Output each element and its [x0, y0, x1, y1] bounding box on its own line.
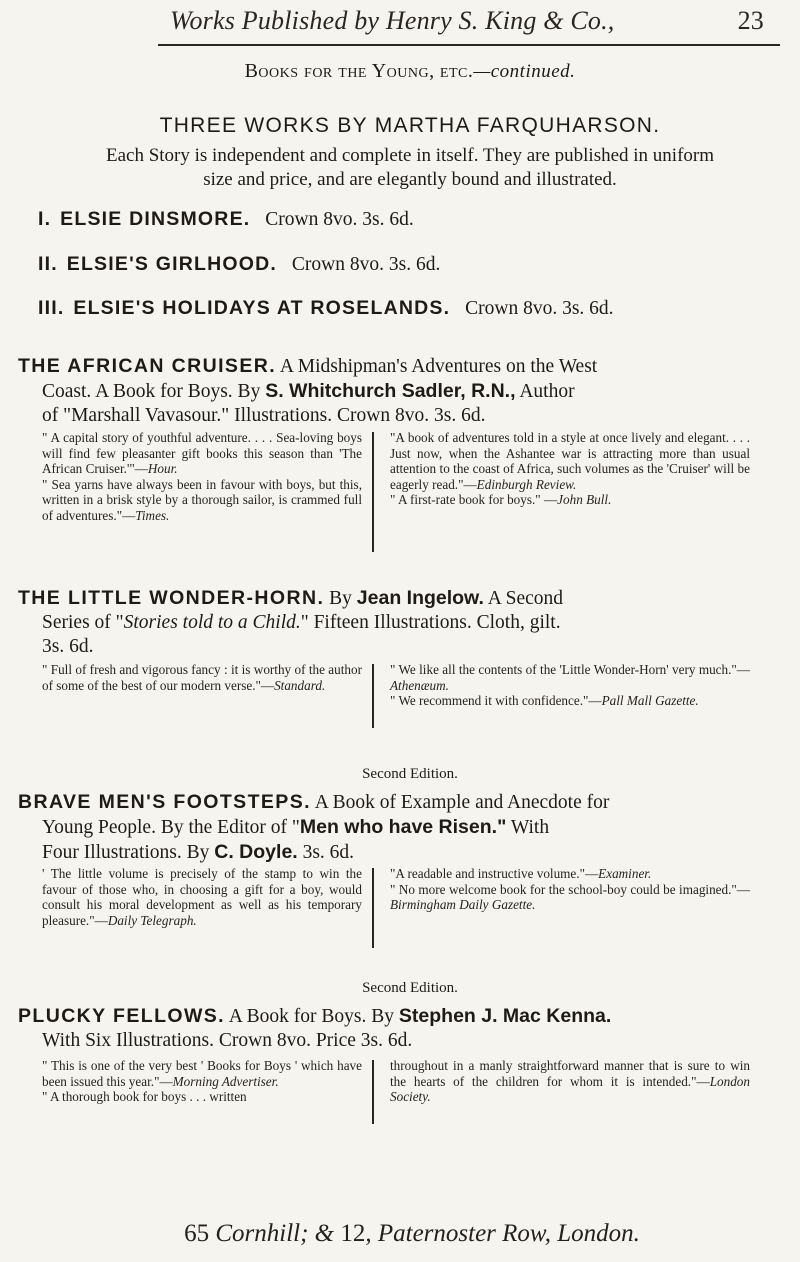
- book-description: A Book for Boys. By: [228, 1006, 395, 1027]
- review-source: Daily Telegraph.: [107, 912, 197, 928]
- series-title: THREE WORKS BY MARTHA FARQUHARSON.: [159, 114, 661, 137]
- item-title: ELSIE'S HOLIDAYS AT ROSELANDS.: [73, 297, 451, 319]
- book-author: Jean Ingelow.: [356, 587, 484, 609]
- book-author: S. Whitchurch Sadler, R.N.,: [265, 380, 516, 402]
- review-quote: " A capital story of youthful adventure. . . . Sea-loving boys will find few pleasanter gift books this season than 'The African Cruiser.'"—: [42, 430, 362, 477]
- review-quote: " This is one of the very best ' Books for Boys ' which have been issued this year."—: [42, 1058, 362, 1089]
- review-quote: ' The little volume is precisely of the stamp to win the favour of those who, in choosing a gift for a boy, would consult his moral development as well as his temporary pleasure."—: [42, 866, 362, 928]
- address-text: , Paternoster Row, London.: [365, 1220, 640, 1247]
- address-text: Cornhill; &: [215, 1220, 341, 1247]
- review-source: Times.: [135, 507, 170, 523]
- review-quote: " We like all the contents of the 'Little Wonder-Horn' very much."—: [390, 662, 750, 677]
- item-spec: Crown 8vo. 3s. 6d.: [265, 209, 414, 230]
- item-numeral: I.: [38, 208, 52, 230]
- book-description: Series of ": [42, 612, 124, 633]
- book-description: With Six Illustrations. Crown 8vo. Price 3s. 6d.: [42, 1030, 413, 1051]
- book-description-italic: Stories told to a Child.: [123, 612, 301, 633]
- review-quote: throughout in a manly straightforward manner that is sure to win the hearts of the children for whom it is intended."—: [390, 1058, 750, 1089]
- review-left: [42, 1058, 362, 1105]
- review-left: [42, 866, 362, 928]
- book-entry-plucky-fellows: [18, 1004, 788, 1053]
- book-title: BRAVE MEN'S FOOTSTEPS.: [18, 791, 311, 813]
- book-price: 3s. 6d.: [302, 842, 355, 863]
- book-description: Four Illustrations. By: [42, 842, 210, 863]
- item-numeral: II.: [38, 253, 58, 275]
- review-left: [42, 662, 362, 693]
- series-item: [38, 253, 440, 276]
- review-source: Hour.: [147, 461, 178, 477]
- header-rule: [158, 44, 780, 46]
- book-author: Stephen J. Mac Kenna.: [398, 1005, 612, 1027]
- book-description: Author: [519, 381, 575, 402]
- book-title: THE LITTLE WONDER-HORN.: [18, 587, 325, 609]
- review-source: London Society.: [390, 1073, 750, 1105]
- book-price: 3s. 6d.: [42, 636, 94, 657]
- book-entry-little-wonder-horn: [18, 586, 788, 659]
- book-description: A Midshipman's Adventures on the West: [279, 356, 598, 377]
- review-right: [390, 430, 750, 508]
- item-spec: Crown 8vo. 3s. 6d.: [291, 254, 441, 275]
- address-number: 12: [340, 1220, 366, 1247]
- review-quote: " We recommend it with confidence."—: [390, 693, 602, 709]
- review-source: Standard.: [274, 677, 326, 693]
- review-quote: " No more welcome book for the school-boy could be imagined."—: [390, 881, 750, 897]
- review-right: [390, 866, 750, 913]
- book-entry-brave-mens-footsteps: [18, 790, 788, 865]
- column-divider: [372, 868, 374, 948]
- book-description: Young People. By the Editor of ": [42, 817, 300, 838]
- review-quote: "A readable and instructive volume."—: [390, 866, 599, 881]
- book-description: A Second: [487, 588, 564, 609]
- book-description: Coast. A Book for Boys. By: [42, 381, 261, 402]
- section-heading: [40, 60, 780, 83]
- review-source: Examiner.: [598, 866, 652, 881]
- book-description: " Fifteen Illustrations. Cloth, gilt.: [300, 612, 561, 633]
- column-divider: [372, 432, 374, 552]
- page-number: 23: [737, 6, 764, 35]
- review-quote: " Full of fresh and vigorous fancy : it is worthy of the author of some of the best of our modern verse."—: [42, 662, 362, 693]
- series-description-line: size and price, and are elegantly bound and illustrated.: [203, 169, 617, 190]
- edition-note: Second Edition.: [362, 980, 458, 996]
- review-source: Athenæum.: [390, 677, 449, 693]
- edition-note: Second Edition.: [362, 766, 458, 782]
- column-divider: [372, 664, 374, 728]
- address-number: 65: [184, 1220, 210, 1247]
- item-title: ELSIE DINSMORE.: [60, 208, 251, 230]
- item-title: ELSIE'S GIRLHOOD.: [66, 253, 278, 275]
- item-spec: Crown 8vo. 3s. 6d.: [465, 298, 614, 319]
- series-description-line: Each Story is independent and complete in itself. They are published in uniform: [105, 145, 715, 166]
- running-head-title: Works Published by Henry S. King & Co.,: [170, 6, 615, 35]
- book-entry-african-cruiser: [18, 354, 788, 428]
- running-head: [170, 6, 770, 36]
- item-numeral: III.: [38, 297, 65, 319]
- review-quote: " A thorough book for boys . . . written: [42, 1089, 247, 1105]
- review-source: Morning Advertiser.: [172, 1073, 279, 1089]
- review-quote: " Sea yarns have always been in favour with boys, but this, written in a brisk style by a thorough sailor, is crammed full of adventures."—: [42, 476, 362, 523]
- section-heading-main: Books for the Young,: [244, 60, 435, 82]
- book-description: of "Marshall Vavasour." Illustrations. Crown 8vo. 3s. 6d.: [42, 405, 486, 426]
- review-right: [390, 1058, 750, 1105]
- book-description: A Book of Example and Anecdote for: [314, 792, 610, 813]
- review-right: [390, 662, 750, 709]
- book-illustrator: C. Doyle.: [214, 841, 298, 863]
- review-left: [42, 430, 362, 524]
- series-description: [40, 144, 780, 192]
- book-description: By: [329, 588, 352, 609]
- series-item: [38, 297, 614, 320]
- review-source: Edinburgh Review.: [476, 476, 577, 492]
- review-quote: " A first-rate book for boys." —: [390, 492, 558, 508]
- section-heading-continued: —continued.: [473, 61, 576, 82]
- book-title: THE AFRICAN CRUISER.: [18, 355, 277, 377]
- book-author: Men who have Risen.": [299, 816, 507, 838]
- section-heading-etc: etc.: [439, 60, 474, 82]
- review-source: Birmingham Daily Gazette.: [390, 897, 536, 913]
- book-description: With: [510, 817, 550, 838]
- series-item: [38, 208, 414, 231]
- book-title: PLUCKY FELLOWS.: [18, 1005, 225, 1027]
- publisher-address: [62, 1220, 762, 1248]
- column-divider: [372, 1060, 374, 1124]
- review-source: Pall Mall Gazette.: [601, 693, 699, 709]
- review-source: John Bull.: [557, 492, 612, 508]
- review-quote: "A book of adventures told in a style at once lively and elegant. . . . Just now, when the Ashantee war is attracting more than usual attention to the coast of Africa, such volumes as the 'Cruiser' will be eagerly read."—: [390, 430, 750, 492]
